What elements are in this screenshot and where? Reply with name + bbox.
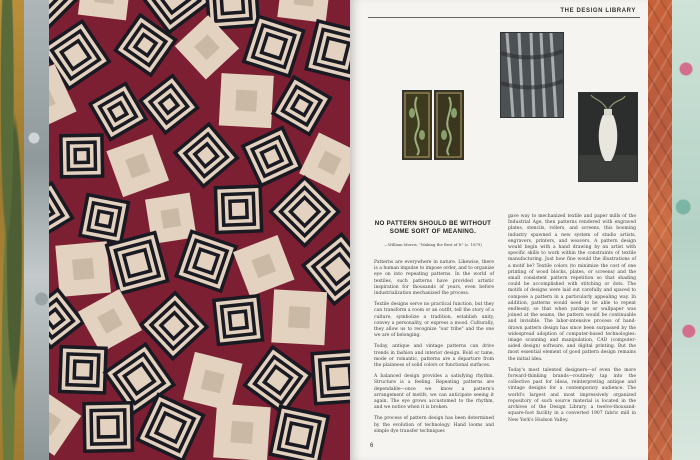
body-paragraph: Today's most talented designers—of even the more forward-thinking brands—routinely tap into the collective past for ideas, reinterpreting antique and vintage designs for a contemporary audience. The world's largest and most impressively organized repository of such source material is located in the archives of the Design Library, a twelve-thousand-square-foot facility in a converted 1907 fabric mill in New York's Hudson Valley. bbox=[508, 367, 636, 423]
running-head: THE DESIGN LIBRARY bbox=[560, 8, 636, 14]
body-paragraph: Textile designs serve no practical function, but they can transform a room or an outfit, tell the story of a culture, symbolize a tradition, establish unity, convey a personality, or express a mood. Culturally, they allow us to recognize "our tribe" and the one we are of belonging. bbox=[374, 302, 494, 339]
waterfall-print-photo bbox=[500, 32, 564, 118]
text-page bbox=[350, 0, 648, 460]
vase-still-life-photo bbox=[578, 92, 638, 182]
fabric-pattern-page bbox=[49, 0, 350, 460]
foliage-swatch-strip bbox=[0, 0, 24, 460]
body-paragraph: Patterns are everywhere in nature. Likewise, there is a human impulse to impose order, and to organize eye on into repeating patterns. In the world of textiles, such patterns have provided artistic inspiration for thousands of years, even before industrialization mechanized the process. bbox=[374, 260, 494, 297]
body-column-right bbox=[508, 214, 636, 429]
body-paragraph: Today, antique and vintage patterns can drive trends in fashion and interior design. Bold or tame, mode or romantic, patterns are a departure from the plainness of solid colors or functional surfaces. bbox=[374, 344, 494, 369]
quote-attribution: —William Morris, "Making the Best of It" (c. 1879) bbox=[384, 242, 482, 247]
pull-quote: NO PATTERN SHOULD BE WITHOUT SOME SORT OF MEANING. bbox=[374, 220, 492, 235]
header-rule bbox=[368, 17, 640, 18]
hexagon-swatch-strip bbox=[648, 0, 672, 460]
page-number: 6 bbox=[370, 443, 374, 449]
body-paragraph: gave way to mechanized textile and paper mills of the Industrial Age, then patterns rendered with engraved plates, stencils, rollers, and screens, this booming industry spawned a new system of studio artists, engravers, printers, and weavers. A pattern design would begin with a hand drawing by an artist with specific skills to work within the constraints of textile manufacturing. Just how fine would the illustrations of a motif be? Textile colors (to minimize the cost of one printing of wood blocks, plates, or screens) and the small consistent pattern repetition so that shading could be accomplished with stitching or dots. The motifs of designs were laid out carefully and spaced to compose a pattern in a particularly appealing way. In addition, patterns would need to be able to repeat endlessly, so that when yardage or wallpaper was joined at the seams, the pattern would be continuable and invisible. The labor-intensive process of hand-drawn pattern design has since been surpassed by the widespread adoption of computer-based technologies: image scanning and manipulation, CAD (computer-aided design) software, and digital printing. But the most essential element of good pattern design remains the initial idea. bbox=[508, 214, 636, 362]
body-paragraph: The process of pattern design has been determined by the evolution of technology. Hand looms and simple dye transfer techniques bbox=[374, 416, 494, 434]
body-column-left bbox=[374, 260, 494, 440]
marble-swatch-strip bbox=[24, 0, 49, 460]
botanical-panel-photo-1 bbox=[402, 90, 432, 160]
botanical-panel-photo-2 bbox=[434, 90, 464, 160]
body-paragraph: A balanced design provides a satisfying rhythm. Structure is a feeling. Repeating patterns are dependable—once we know a pattern's arrangement of motifs, we can anticipate seeing it again. The eye grows accustomed to the rhythm, and we notice when it is broken. bbox=[374, 374, 494, 411]
floral-swatch-strip bbox=[672, 0, 700, 460]
tiled-squares-pattern bbox=[49, 0, 350, 460]
